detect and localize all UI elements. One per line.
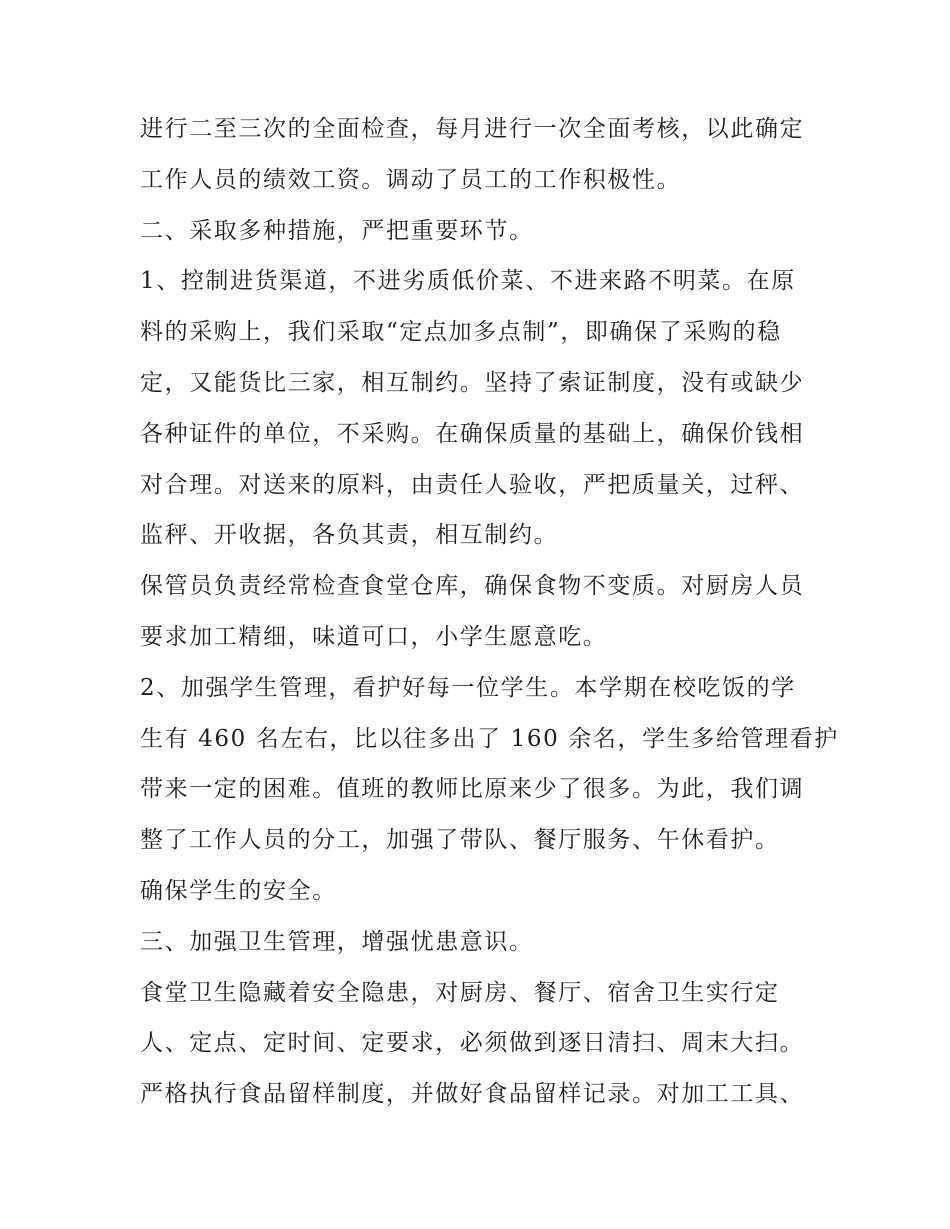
text-line: 料的采购上，我们采取“定点加多点制”，即确保了采购的稳: [140, 319, 782, 346]
text-line: 严格执行食品留样制度，并做好食品留样记录。对加工工具、: [140, 1081, 805, 1108]
text-line: 食堂卫生隐藏着安全隐患，对厨房、餐厅、宿舍卫生实行定: [140, 979, 780, 1006]
text-line: 要求加工精细，味道可口，小学生愿意吃。: [140, 623, 608, 650]
text-line: 对合理。对送来的原料，由责任人验收，严把质量关，过秤、: [140, 471, 805, 498]
text-line: 定，又能货比三家，相互制约。坚持了索证制度，没有或缺少: [140, 369, 805, 396]
text-line: 整了工作人员的分工，加强了带队、餐厅服务、午休看护。: [140, 827, 780, 854]
text-line: 各种证件的单位，不采购。在确保质量的基础上，确保价钱相: [140, 420, 805, 447]
section-heading: 二、采取多种措施，严把重要环节。: [140, 217, 534, 244]
text-line: 监秤、开收据，各负其责，相互制约。: [140, 522, 559, 549]
text-line: 进行二至三次的全面检查，每月进行一次全面考核，以此确定: [140, 116, 805, 142]
text-line: 确保学生的安全。: [140, 877, 337, 904]
text-line: 生有 460 名左右，比以往多出了 160 余名，学生多给管理看护: [140, 725, 839, 752]
text-line: 保管员负责经常检查食堂仓库，确保食物不变质。对厨房人员: [140, 573, 805, 600]
section-heading: 三、加强卫生管理，增强忧患意识。: [140, 928, 534, 955]
text-line: 1、控制进货渠道，不进劣质低价菜、不进来路不明菜。在原: [140, 268, 796, 295]
text-line: 工作人员的绩效工资。调动了员工的工作积极性。: [140, 166, 682, 193]
text-line: 2、加强学生管理，看护好每一位学生。本学期在校吃饭的学: [140, 674, 796, 701]
text-line: 人、定点、定时间、定要求，必须做到逐日清扫、周末大扫。: [140, 1030, 805, 1057]
document-body: [140, 104, 839, 1120]
text-line: 带来一定的困难。值班的教师比原来少了很多。为此，我们调: [140, 776, 805, 803]
